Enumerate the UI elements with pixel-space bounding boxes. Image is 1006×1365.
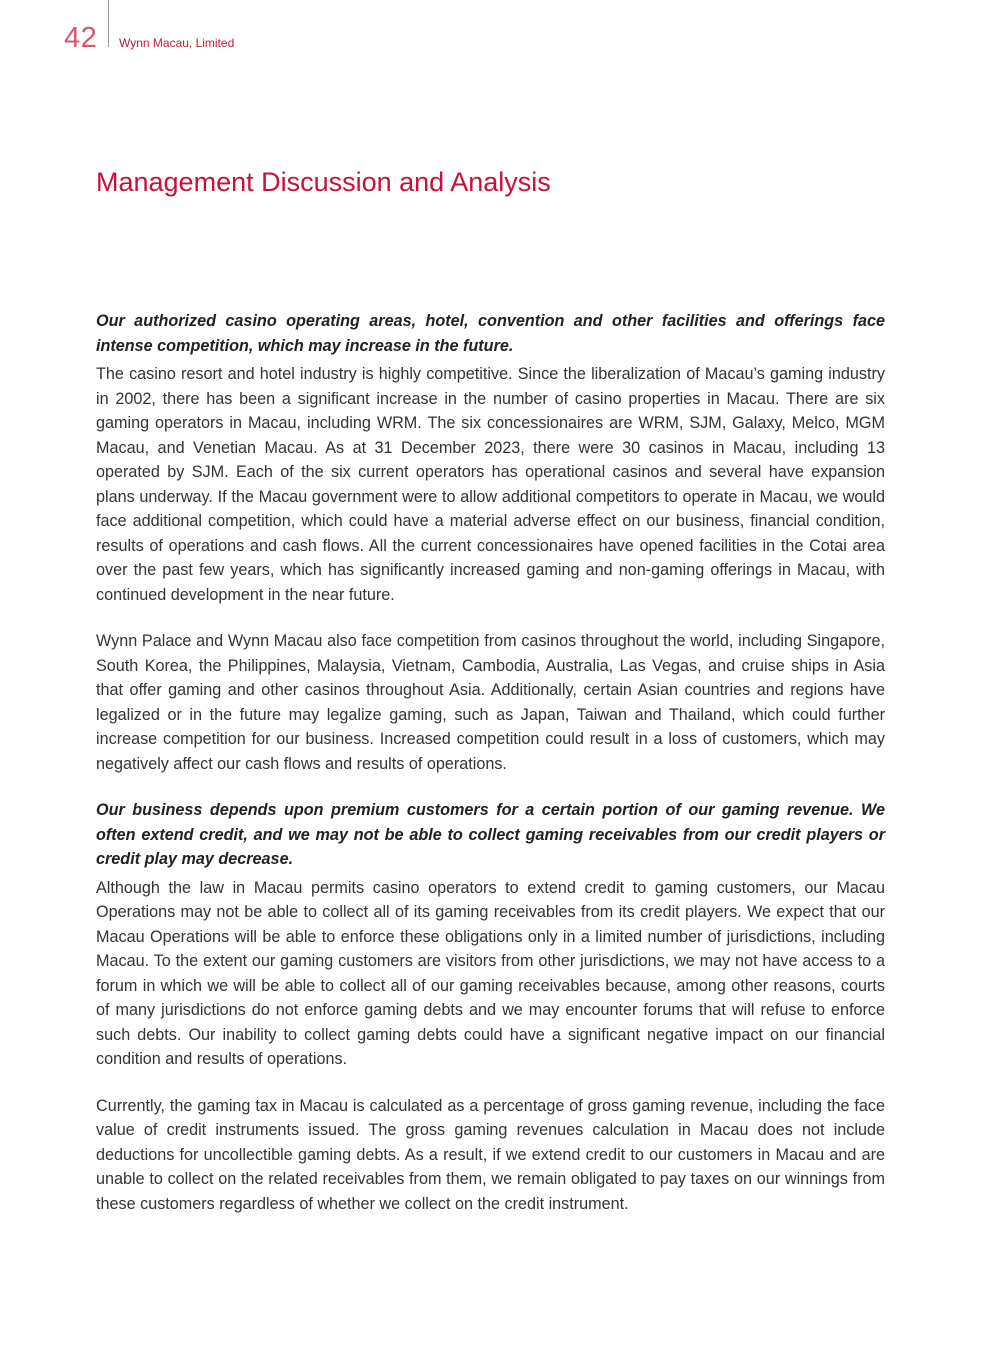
risk-heading: Our business depends upon premium customers for a certain portion of our gaming revenue. We often extend credit, and we may not be able to collect gaming receivables from our credit players or credit play may decrease. xyxy=(96,801,885,868)
body-paragraph: The casino resort and hotel industry is highly competitive. Since the liberalization of Macau’s gaming industry in 2002, there has been a significant increase in the number of casino properties in Macau. There are six gaming operators in Macau, including WRM. The six concessionaires are WRM, SJM, Galaxy, Melco, MGM Macau, and Venetian Macau. As at 31 December 2023, there were 30 casinos in Macau, including 13 operated by SJM. Each of the six current operators has operational casinos and several have expansion plans underway. If the Macau government were to allow additional competitors to operate in Macau, we would face additional competition, which could have a material adverse effect on our business, financial condition, results of operations and cash flows. All the current concessionaires have opened facilities in the Cotai area over the past few years, which has significantly increased gaming and non-gaming offerings in Macau, with continued development in the near future. xyxy=(96,365,885,604)
body-paragraph: Although the law in Macau permits casino operators to extend credit to gaming customers, our Macau Operations may not be able to collect all of its gaming receivables from its credit players. We expect that our Macau Operations will be able to enforce these obligations only in a limited number of jurisdictions, including Macau. To the extent our gaming customers are visitors from other jurisdictions, we may not have access to a forum in which we will be able to collect all of our gaming receivables because, among other reasons, courts of many jurisdictions do not enforce gaming debts and we may encounter forums that will refuse to enforce such debts. Our inability to collect gaming debts could have a significant negative impact on our financial condition and results of operations. xyxy=(96,878,885,1068)
header-divider xyxy=(108,0,109,47)
body-paragraph: Currently, the gaming tax in Macau is calculated as a percentage of gross gaming revenue, including the face value of credit instruments issued. The gross gaming revenues calculation in Macau does not include deductions for uncollectible gaming debts. As a result, if we extend credit to our customers in Macau and are unable to collect on the related receivables from them, we remain obligated to pay taxes on our winnings from these customers regardless of whether we collect on the credit instrument. xyxy=(96,1096,885,1213)
risk-heading: Our authorized casino operating areas, hotel, convention and other facilities and offerings face intense competition, which may increase in the future. xyxy=(96,312,885,355)
document-body xyxy=(96,309,885,1216)
page-number: 42 xyxy=(64,22,98,54)
body-paragraph: Wynn Palace and Wynn Macau also face competition from casinos throughout the world, including Singapore, South Korea, the Philippines, Malaysia, Vietnam, Cambodia, Australia, Las Vegas, and cruise ships in Asia that offer gaming and other casinos throughout Asia. Additionally, certain Asian countries and regions have legalized or in the future may legalize gaming, such as Japan, Taiwan and Thailand, which could further increase competition for our business. Increased competition could result in a loss of customers, which may negatively affect our cash flows and results of operations. xyxy=(96,632,885,773)
page-title: Management Discussion and Analysis xyxy=(96,167,551,197)
risk-section-credit xyxy=(96,798,885,1216)
company-name: Wynn Macau, Limited xyxy=(119,36,235,50)
risk-section-competition xyxy=(96,309,885,776)
